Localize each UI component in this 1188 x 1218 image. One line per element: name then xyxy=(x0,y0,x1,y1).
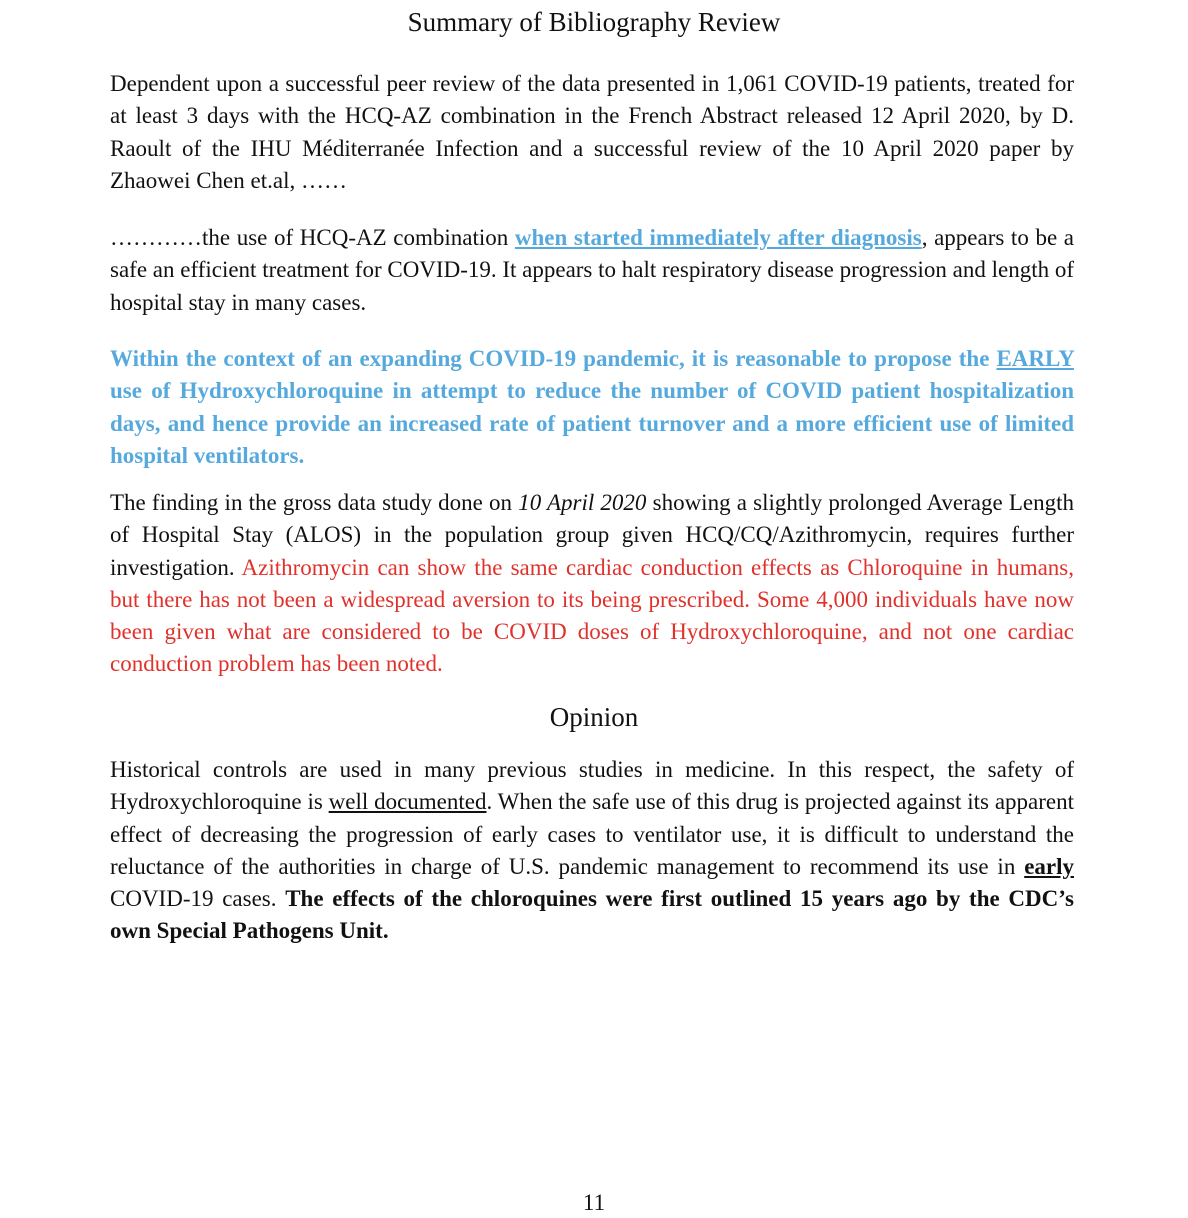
paragraph-early-use-proposal xyxy=(110,343,1074,472)
paragraph-alos-finding xyxy=(110,487,1074,681)
immediate-diagnosis-highlight: when started immediately after diagnosis xyxy=(514,225,922,250)
p3-text-before: Within the context of an expanding COVID-19 pandemic, it is reasonable to propose the xyxy=(110,346,997,371)
p3-text-after: use of Hydroxychloroquine in attempt to reduce the number of COVID patient hospitalization days, and hence provide an increased rate of patient turnover and a more efficient use of limited hospital ventilators. xyxy=(110,378,1074,468)
paragraph-dependent-upon: Dependent upon a successful peer review of the data presented in 1,061 COVID-19 patients, treated for at least 3 days with the HCQ-AZ combination in the French Abstract released 12 April 2020, by D. Raoult of the IHU Méditerranée Infection and a successful review of the 10 April 2020 paper by Zhaowei Chen et.al, …… xyxy=(110,71,1074,193)
p4-text-middle: showing a slightly prolonged Average Length of Hospital Stay (ALOS) in the population group given HCQ/CQ/Azithromycin, requires further investigation. xyxy=(110,490,1074,580)
p2-text-after: , appears to be a safe an efficient treatment for COVID-19. It appears to halt respiratory disease progression and length of hospital stay in many cases. xyxy=(110,225,1074,315)
early-emphasis: EARLY xyxy=(996,346,1074,371)
p4-text-before: The finding in the gross data study done on xyxy=(110,490,519,515)
p5-part3: COVID-19 cases. xyxy=(110,886,286,912)
page-number: 11 xyxy=(582,1190,606,1215)
azithromycin-note: Azithromycin can show the same cardiac conduction effects as Chloroquine in humans, but there has not been a widespread aversion to its being prescribed. Some 4,000 individuals have now been given what are considered to be COVID doses of Hydroxychloroquine, and not one cardiac conduction problem has been noted. xyxy=(110,554,1074,677)
study-date: 10 April 2020 xyxy=(518,490,647,515)
opinion-heading: Opinion xyxy=(549,702,639,732)
cdc-statement: The effects of the chloroquines were first outlined 15 years ago by the CDC’s own Special Pathogens Unit. xyxy=(110,886,1075,944)
early-cases-emphasis: early xyxy=(1024,853,1074,879)
paragraph-opinion xyxy=(110,754,1074,948)
p2-text-before: …………the use of HCQ-AZ combination xyxy=(110,225,515,250)
well-documented-emphasis: well documented xyxy=(328,789,487,815)
p5-part2: . When the safe use of this drug is projected against its apparent effect of decreasing the progression of early cases to ventilator use, it is difficult to understand the reluctance of the authorities in charge of U.S. pandemic management to recommend its use in xyxy=(110,789,1075,879)
p5-part1: Historical controls are used in many previous studies in medicine. In this respect, the safety of Hydroxychloroquine is xyxy=(110,757,1074,815)
page-title: Summary of Bibliography Review xyxy=(407,7,781,37)
paragraph-hcq-az-use xyxy=(110,222,1074,319)
